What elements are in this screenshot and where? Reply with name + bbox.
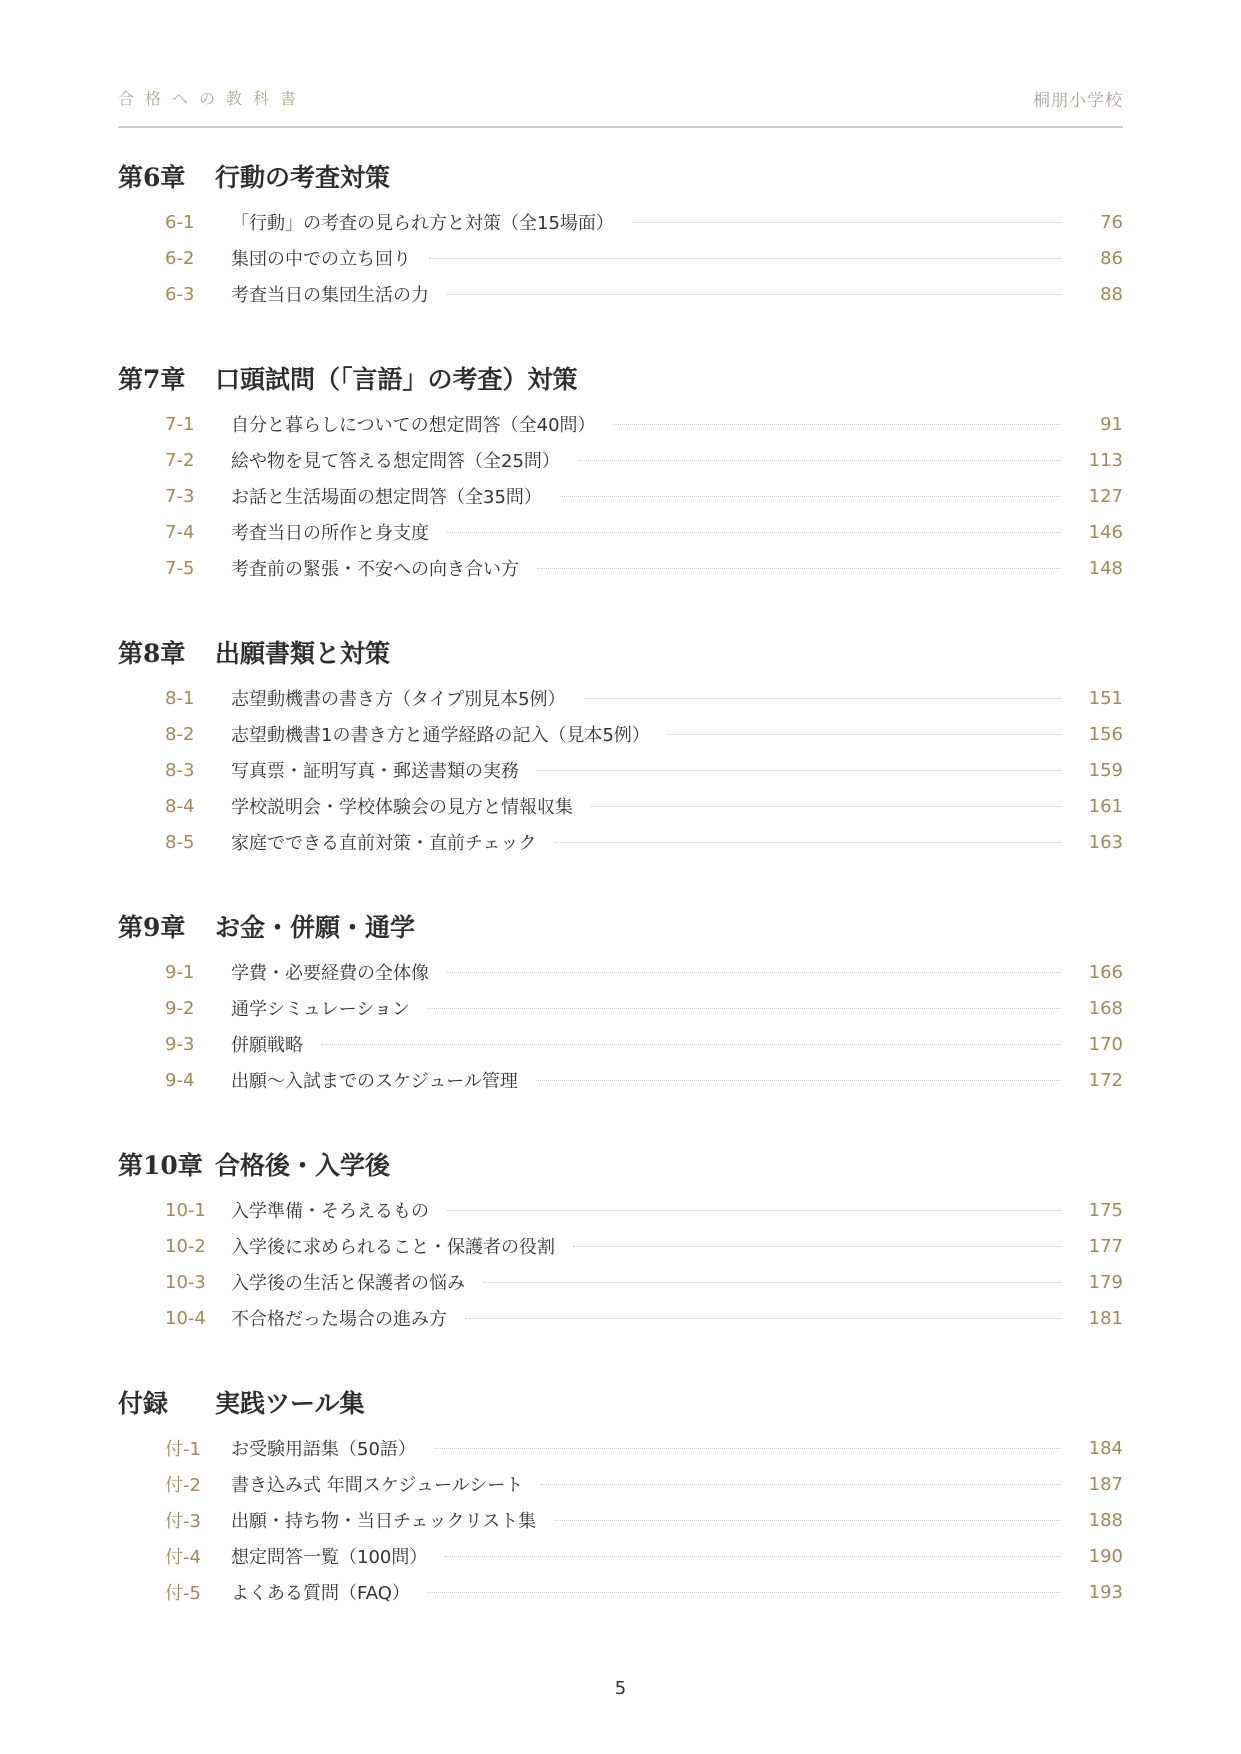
entry-title: 自分と暮らしについての想定問答（全40問） — [231, 415, 596, 436]
entry-page-number: 127 — [1088, 485, 1123, 507]
entry-title: 考査前の緊張・不安への向き合い方 — [231, 559, 519, 580]
chapter-heading — [118, 634, 1123, 670]
toc-entry[interactable] — [118, 990, 1123, 1026]
toc-entry[interactable] — [118, 752, 1123, 788]
entry-title: 出願〜入試までのスケジュール管理 — [231, 1071, 518, 1092]
book-title: 合格への教科書 — [118, 89, 308, 108]
entry-page-number: 179 — [1088, 1271, 1123, 1293]
entry-page-number: 188 — [1088, 1509, 1123, 1531]
entry-number: 10-3 — [165, 1271, 206, 1293]
entry-title: 書き込み式 年間スケジュールシート — [231, 1475, 524, 1496]
dotted-leader — [584, 698, 1061, 699]
entry-page-number: 168 — [1088, 997, 1123, 1019]
entry-number: 付-4 — [165, 1547, 201, 1568]
entry-title: よくある質問（FAQ） — [231, 1583, 410, 1604]
entry-page-number: 148 — [1088, 557, 1123, 579]
entry-number: 7-2 — [165, 449, 195, 471]
toc-entry[interactable] — [118, 1466, 1123, 1502]
entry-page-number: 156 — [1088, 723, 1123, 745]
entry-page-number: 88 — [1100, 283, 1123, 305]
page-number: 5 — [614, 1678, 627, 1699]
entry-page-number: 177 — [1088, 1235, 1123, 1257]
toc-entry[interactable] — [118, 1228, 1123, 1264]
entry-page-number: 146 — [1088, 521, 1123, 543]
chapter-title: お金・併願・通学 — [215, 913, 416, 942]
chapter-number: 第8章 — [118, 639, 186, 668]
toc-entry[interactable] — [118, 240, 1123, 276]
entry-title: 集団の中での立ち回り — [231, 249, 411, 270]
toc-entry[interactable] — [118, 680, 1123, 716]
dotted-leader — [537, 770, 1061, 771]
entry-page-number: 193 — [1088, 1581, 1123, 1603]
toc-entry[interactable] — [118, 1062, 1123, 1098]
entry-number: 7-4 — [165, 521, 195, 543]
dotted-leader — [573, 1246, 1061, 1247]
entry-page-number: 166 — [1088, 961, 1123, 983]
dotted-leader — [632, 222, 1061, 223]
dotted-leader — [537, 568, 1061, 569]
entry-page-number: 76 — [1100, 211, 1123, 233]
toc-entry[interactable] — [118, 1502, 1123, 1538]
entry-page-number: 86 — [1100, 247, 1123, 269]
dotted-leader — [447, 294, 1061, 295]
toc-entry[interactable] — [118, 1192, 1123, 1228]
entry-page-number: 190 — [1088, 1545, 1123, 1567]
dotted-leader — [447, 532, 1061, 533]
entry-number: 付-3 — [165, 1511, 201, 1532]
toc-entry[interactable] — [118, 954, 1123, 990]
chapter-heading — [118, 158, 1123, 194]
chapter-number: 第9章 — [118, 913, 186, 942]
toc-entry[interactable] — [118, 1026, 1123, 1062]
entry-number: 9-3 — [165, 1033, 195, 1055]
dotted-leader — [668, 734, 1061, 735]
entry-number: 9-4 — [165, 1069, 195, 1091]
entry-number: 付-1 — [165, 1439, 201, 1460]
dotted-leader — [434, 1448, 1061, 1449]
toc-entry[interactable] — [118, 276, 1123, 312]
dotted-leader — [429, 258, 1061, 259]
chapter-section — [118, 634, 1123, 860]
dotted-leader — [554, 842, 1061, 843]
chapter-heading — [118, 360, 1123, 396]
chapter-section — [118, 1384, 1123, 1610]
dotted-leader — [541, 1484, 1061, 1485]
toc-entry[interactable] — [118, 1538, 1123, 1574]
toc-entry[interactable] — [118, 204, 1123, 240]
dotted-leader — [465, 1318, 1061, 1319]
dotted-leader — [447, 1210, 1061, 1211]
entry-number: 9-2 — [165, 997, 195, 1019]
dotted-leader — [428, 1008, 1061, 1009]
chapter-section — [118, 908, 1123, 1098]
dotted-leader — [428, 1592, 1061, 1593]
entry-page-number: 172 — [1088, 1069, 1123, 1091]
dotted-leader — [554, 1520, 1061, 1521]
dotted-leader — [483, 1282, 1061, 1283]
chapter-section — [118, 360, 1123, 586]
chapter-title: 行動の考査対策 — [215, 163, 391, 192]
dotted-leader — [321, 1044, 1061, 1045]
entry-number: 8-5 — [165, 831, 195, 853]
entry-title: 不合格だった場合の進み方 — [231, 1309, 447, 1330]
entry-number: 10-4 — [165, 1307, 206, 1329]
toc-entry[interactable] — [118, 550, 1123, 586]
dotted-leader — [445, 1556, 1061, 1557]
entry-number: 9-1 — [165, 961, 195, 983]
dotted-leader — [578, 460, 1061, 461]
entry-page-number: 187 — [1088, 1473, 1123, 1495]
chapter-heading — [118, 908, 1123, 944]
entry-number: 7-3 — [165, 485, 195, 507]
entry-title: 志望動機書1の書き方と通学経路の記入（見本5例） — [231, 725, 650, 746]
entry-page-number: 181 — [1088, 1307, 1123, 1329]
toc-entry[interactable] — [118, 478, 1123, 514]
entry-title: 学費・必要経費の全体像 — [231, 963, 429, 984]
table-of-contents — [118, 158, 1123, 1658]
dotted-leader — [447, 972, 1061, 973]
entry-page-number: 184 — [1088, 1437, 1123, 1459]
entry-number: 8-1 — [165, 687, 195, 709]
entry-number: 6-1 — [165, 211, 195, 233]
toc-entry[interactable] — [118, 406, 1123, 442]
chapter-section — [118, 158, 1123, 312]
entry-page-number: 159 — [1088, 759, 1123, 781]
page-header — [118, 86, 1123, 128]
entry-title: 学校説明会・学校体験会の見方と情報収集 — [231, 797, 573, 818]
chapter-title: 口頭試問（「言語」の考査）対策 — [215, 365, 578, 394]
toc-entry[interactable] — [118, 788, 1123, 824]
entry-title: 想定問答一覧（100問） — [231, 1547, 428, 1568]
entry-number: 6-3 — [165, 283, 195, 305]
toc-entry[interactable] — [118, 1430, 1123, 1466]
chapter-title: 実践ツール集 — [215, 1389, 365, 1418]
entry-number: 8-3 — [165, 759, 195, 781]
chapter-title: 合格後・入学後 — [215, 1151, 391, 1180]
entry-number: 8-2 — [165, 723, 195, 745]
entry-number: 8-4 — [165, 795, 195, 817]
toc-entry[interactable] — [118, 514, 1123, 550]
dotted-leader — [536, 1080, 1061, 1081]
chapter-number: 付録 — [118, 1389, 169, 1418]
entry-title: 「行動」の考査の見られ方と対策（全15場面） — [231, 213, 614, 234]
toc-entry[interactable] — [118, 716, 1123, 752]
chapter-title: 出願書類と対策 — [215, 639, 391, 668]
chapter-heading — [118, 1146, 1123, 1182]
dotted-leader — [560, 496, 1061, 497]
entry-number: 付-2 — [165, 1475, 201, 1496]
toc-entry[interactable] — [118, 1264, 1123, 1300]
entry-title: 入学準備・そろえるもの — [231, 1201, 429, 1222]
school-name: 桐朋小学校 — [1033, 91, 1123, 111]
entry-title: 絵や物を見て答える想定問答（全25問） — [231, 451, 560, 472]
entry-title: 考査当日の所作と身支度 — [231, 523, 429, 544]
chapter-number: 第6章 — [118, 163, 186, 192]
entry-page-number: 113 — [1088, 449, 1123, 471]
entry-page-number: 170 — [1088, 1033, 1123, 1055]
dotted-leader — [614, 424, 1061, 425]
toc-entry[interactable] — [118, 824, 1123, 860]
entry-title: 考査当日の集団生活の力 — [231, 285, 429, 306]
entry-page-number: 175 — [1088, 1199, 1123, 1221]
entry-number: 7-1 — [165, 413, 195, 435]
entry-title: 通学シミュレーション — [231, 999, 410, 1020]
entry-title: 家庭でできる直前対策・直前チェック — [231, 833, 537, 854]
entry-number: 6-2 — [165, 247, 195, 269]
entry-number: 10-2 — [165, 1235, 206, 1257]
chapter-heading — [118, 1384, 1123, 1420]
entry-title: 入学後に求められること・保護者の役割 — [231, 1237, 555, 1258]
entry-number: 付-5 — [165, 1583, 201, 1604]
dotted-leader — [591, 806, 1061, 807]
chapter-number: 第7章 — [118, 365, 186, 394]
entry-title: お受験用語集（50語） — [231, 1439, 416, 1460]
toc-entry[interactable] — [118, 1574, 1123, 1610]
entry-title: 併願戦略 — [231, 1035, 303, 1056]
toc-entry[interactable] — [118, 1300, 1123, 1336]
entry-title: 写真票・証明写真・郵送書類の実務 — [231, 761, 519, 782]
toc-entry[interactable] — [118, 442, 1123, 478]
entry-number: 10-1 — [165, 1199, 206, 1221]
chapter-number: 第10章 — [118, 1151, 203, 1180]
entry-page-number: 163 — [1088, 831, 1123, 853]
entry-title: 志望動機書の書き方（タイプ別見本5例） — [231, 689, 566, 710]
entry-page-number: 151 — [1088, 687, 1123, 709]
entry-number: 7-5 — [165, 557, 195, 579]
chapter-section — [118, 1146, 1123, 1336]
entry-title: 入学後の生活と保護者の悩み — [231, 1273, 465, 1294]
entry-page-number: 91 — [1100, 413, 1123, 435]
entry-page-number: 161 — [1088, 795, 1123, 817]
entry-title: 出願・持ち物・当日チェックリスト集 — [231, 1511, 537, 1532]
entry-title: お話と生活場面の想定問答（全35問） — [231, 487, 542, 508]
